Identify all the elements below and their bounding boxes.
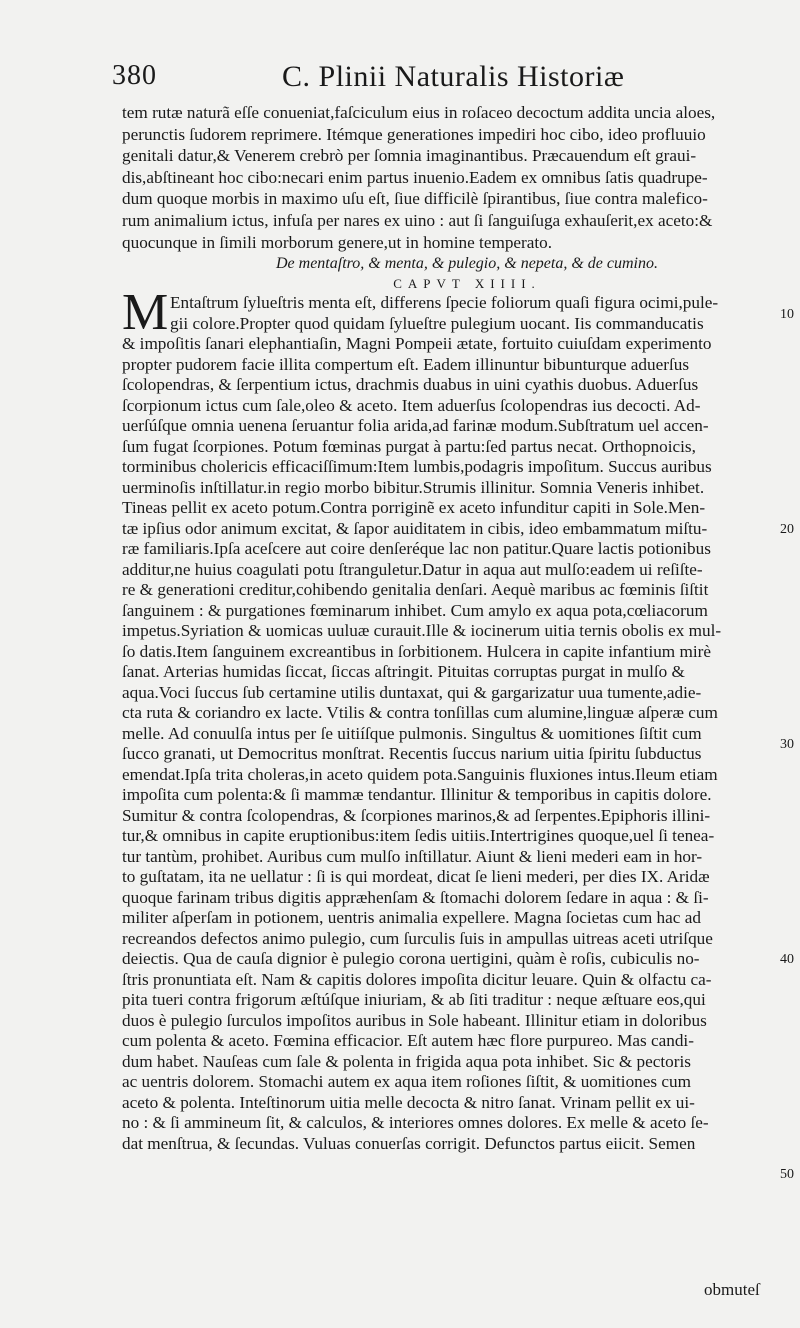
text-line: additur,ne huius coagulati potu ſtranguletur.Datur in aqua aut mulſo:eadem ui reſiſte- <box>122 559 703 579</box>
text-line: impoſita cum polenta:& ſi mammæ tendantur. Illinitur & temporibus in capitis dolore. <box>122 785 712 805</box>
page-header <box>112 60 672 100</box>
text-line: uerſúſque omnia uenena ſeruantur folia arida,ad farinæ modum.Subſtratum uel accen- <box>122 416 709 436</box>
text-line: ſanguinem : & purgationes fœminarum inhibet. Cum amylo ex aqua pota,cœliacorum <box>122 600 708 620</box>
text-line: dis,abſtineant hoc cibo:necari enim partus inuenio.Eadem ex omnibus ſatis quadrupe- <box>122 167 708 187</box>
text-line: tur tantùm, prohibet. Auribus cum mulſo inſtillatur. Aiunt & lieni mederi eam in hor- <box>122 846 703 866</box>
line-number-30: 30 <box>780 737 794 752</box>
text-line: quoque farinam tribus digitis appræhenſam & ſtomachi dolorem ſedare in aqua : & ſi- <box>122 887 709 907</box>
text-line: rum animalium ictus, infuſa per nares ex uino : aut ſi ſanguiſuga exhauſerit,ex aceto:& <box>122 210 713 230</box>
line-number-10: 10 <box>780 307 794 322</box>
text-line: cta ruta & coriandro ex lacte. Vtilis & contra tonſillas cum alumine,linguæ aſperæ cum <box>122 703 718 723</box>
text-line: impetus.Syriation & uomicas uuluæ curauit.Ille & iocinerum uitia ternis obolis ex mul- <box>122 621 722 641</box>
text-line: & impoſitis ſanari elephantiaſin, Magni Pompeii ætate, fortuito cuiuſdam experimento <box>122 334 712 354</box>
text-line: emendat.Ipſa trita choleras,in aceto quidem pota.Sanguinis fluxiones intus.Ileum etiam <box>122 764 718 784</box>
line-number-20: 20 <box>780 522 794 537</box>
chapter-body <box>122 334 772 1154</box>
text-line: dum habet. Nauſeas cum ſale & polenta in frigida aqua pota inhibet. Sic & pectoris <box>122 1051 691 1071</box>
text-line: deiectis. Qua de cauſa dignior è pulegio corona uertigini, quàm è roſis, cubiculis no- <box>122 949 700 969</box>
text-line: tur,& omnibus in capite eruptionibus:item ſedis uitiis.Intertrigines quoque,uel ſi tenea- <box>122 826 715 846</box>
text-line: ſum fugat ſcorpiones. Potum fœminas purgat à partu:ſed partus necat. Orthopnoicis, <box>122 436 696 456</box>
text-line: aqua.Voci ſuccus ſub certamine utilis duntaxat, qui & gargarizatur uua tumente,adie- <box>122 682 702 702</box>
text-line: ſtris pronuntiata eſt. Nam & capitis dolores impoſita dicitur leuare. Quin & olfactu ca- <box>122 969 712 989</box>
text-body <box>122 102 772 1154</box>
text-line: Entaſtrum ſylueſtris menta eſt, differens ſpecie foliorum quaſi figura ocimi,pule- <box>170 293 719 313</box>
text-line: Tineas pellit ex aceto potum.Contra porriginẽ ex aceto infunditur capiti in Sole.Men- <box>122 498 706 518</box>
text-line: ac uentris dolorem. Stomachi autem ex aqua item roſiones ſiſtit, & uomitiones cum <box>122 1072 691 1092</box>
text-line: duos è pulegio ſurculos impoſitos auribus in Sole habeant. Illinitur etiam in doloribus <box>122 1010 707 1030</box>
line-number-50: 50 <box>780 1167 794 1182</box>
text-line: ſucco granati, ut Democritus monſtrat. Recentis ſuccus narium uitia ſpiritu ſubductus <box>122 744 702 764</box>
text-line: tem rutæ naturã eſſe conueniat,faſciculum eius in roſaceo decoctum addita uncia aloes, <box>122 103 716 122</box>
page-number: 380 <box>112 60 157 91</box>
text-line: ſo datis.Item ſanguinem excreantibus in ſorbitionem. Hulcera in capite infantium mirè <box>122 641 711 661</box>
text-line: torminibus cholericis efficaciſſimum:Item lumbis,podagris impoſitum. Succus auribus <box>122 457 712 477</box>
text-line: aceto & polenta. Inteſtinorum uitia melle decocta & nitro ſanat. Vrinam pellit ex ui- <box>122 1092 695 1112</box>
text-line: melle. Ad conuulſa intus per ſe uitiíſque pulmonis. Singultus & uomitiones ſiſtit cum <box>122 723 702 743</box>
text-line: perunctis ſudorem reprimere. Itémque generationes impediri hoc cibo, ideo profluuio <box>122 124 706 144</box>
text-line: quocunque in ſimili morborum genere,ut in homine temperato. <box>122 232 553 252</box>
running-title: C. Plinii Naturalis Historiæ <box>282 60 625 93</box>
text-line: ſcolopendras, & ſerpentium ictus, drachmis duabus in uini cyathis duobus. Aduerſus <box>122 375 699 395</box>
text-line: ſcorpionum ictus cum ſale,oleo & aceto. Item aduerſus ſcolopendras ius decocti. Ad- <box>122 395 701 415</box>
text-line: no : & ſi ammineum ſit, & calculos, & interiores omnes dolores. Ex melle & aceto ſe- <box>122 1113 709 1133</box>
text-line: dum quoque morbis in maximo uſu eſt, ſiue difficilè ſpirantibus, ſiue contra malefico- <box>122 189 708 209</box>
drop-cap: M <box>122 284 169 342</box>
chapter-subheading: De mentaſtro, & menta, & pulegio, & nepeta, & de cumino. <box>275 255 658 273</box>
line-number-40: 40 <box>780 952 794 967</box>
text-line: pita tueri contra frigorum æſtúſque iniuriam, & ab ſiti traditur : neque æſtuare eos,qui <box>122 990 706 1010</box>
chapter-label: CAPVT XIIII. <box>393 276 541 292</box>
text-line: Sumitur & contra ſcolopendras, & ſcorpiones marinos,& ad ſerpentes.Epiphoris illini- <box>122 805 711 825</box>
previous-chapter-ending <box>122 102 772 253</box>
text-line: militer aſperſam in potionem, uentris animalia expellere. Magna ſocietas cum hac ad <box>122 908 701 928</box>
text-line: recreandos defectos animo pulegio, cum ſurculis ſuis in ampullas uitreas aceti utriſque <box>122 928 713 948</box>
text-line: genitali datur,& Venerem crebrò per ſomnia imaginantibus. Præcauendum eſt graui- <box>122 146 697 166</box>
text-line: cum polenta & aceto. Fœmina efficacior. Eſt autem hæc flore purpureo. Mas candi- <box>122 1031 694 1051</box>
text-line: uerminoſis inſtillatur.in regio morbo bibitur.Strumis illinitur. Somnia Veneris inhibet. <box>122 477 705 497</box>
text-line: re & generationi creditur,cohibendo genitalia denſari. Aequè maribus ac fœminis ſiſtit <box>122 580 709 600</box>
text-line: gii colore.Propter quod quidam ſylueſtre pulegium uocant. Iis commanducatis <box>170 313 704 333</box>
text-line: ræ familiaris.Ipſa aceſcere aut coire denſeréque lac non patitur.Quare lactis potionibus <box>122 539 711 559</box>
text-line: tæ ipſius odor animum excitat, & ſapor auiditatem in cibis, ideo embammatum miſtu- <box>122 518 708 538</box>
text-line: propter pudorem facie illita compertum eſt. Eadem illinuntur bibunturque aduerſus <box>122 354 690 374</box>
text-line: dat menſtrua, & ſecundas. Vuluas conuerſas corrigit. Defunctos partus eiicit. Semen <box>122 1133 696 1153</box>
catchword: obmuteſ <box>704 1280 760 1299</box>
text-line: ſanat. Arterias humidas ſiccat, ſiccas aſtringit. Pituitas corruptas purgat in mulſo & <box>122 662 685 682</box>
text-line: to guſtatam, ita ne uellatur : ſi is qui mordeat, dicat ſe lieni mederi, per dies IX. Aridæ <box>122 867 710 887</box>
